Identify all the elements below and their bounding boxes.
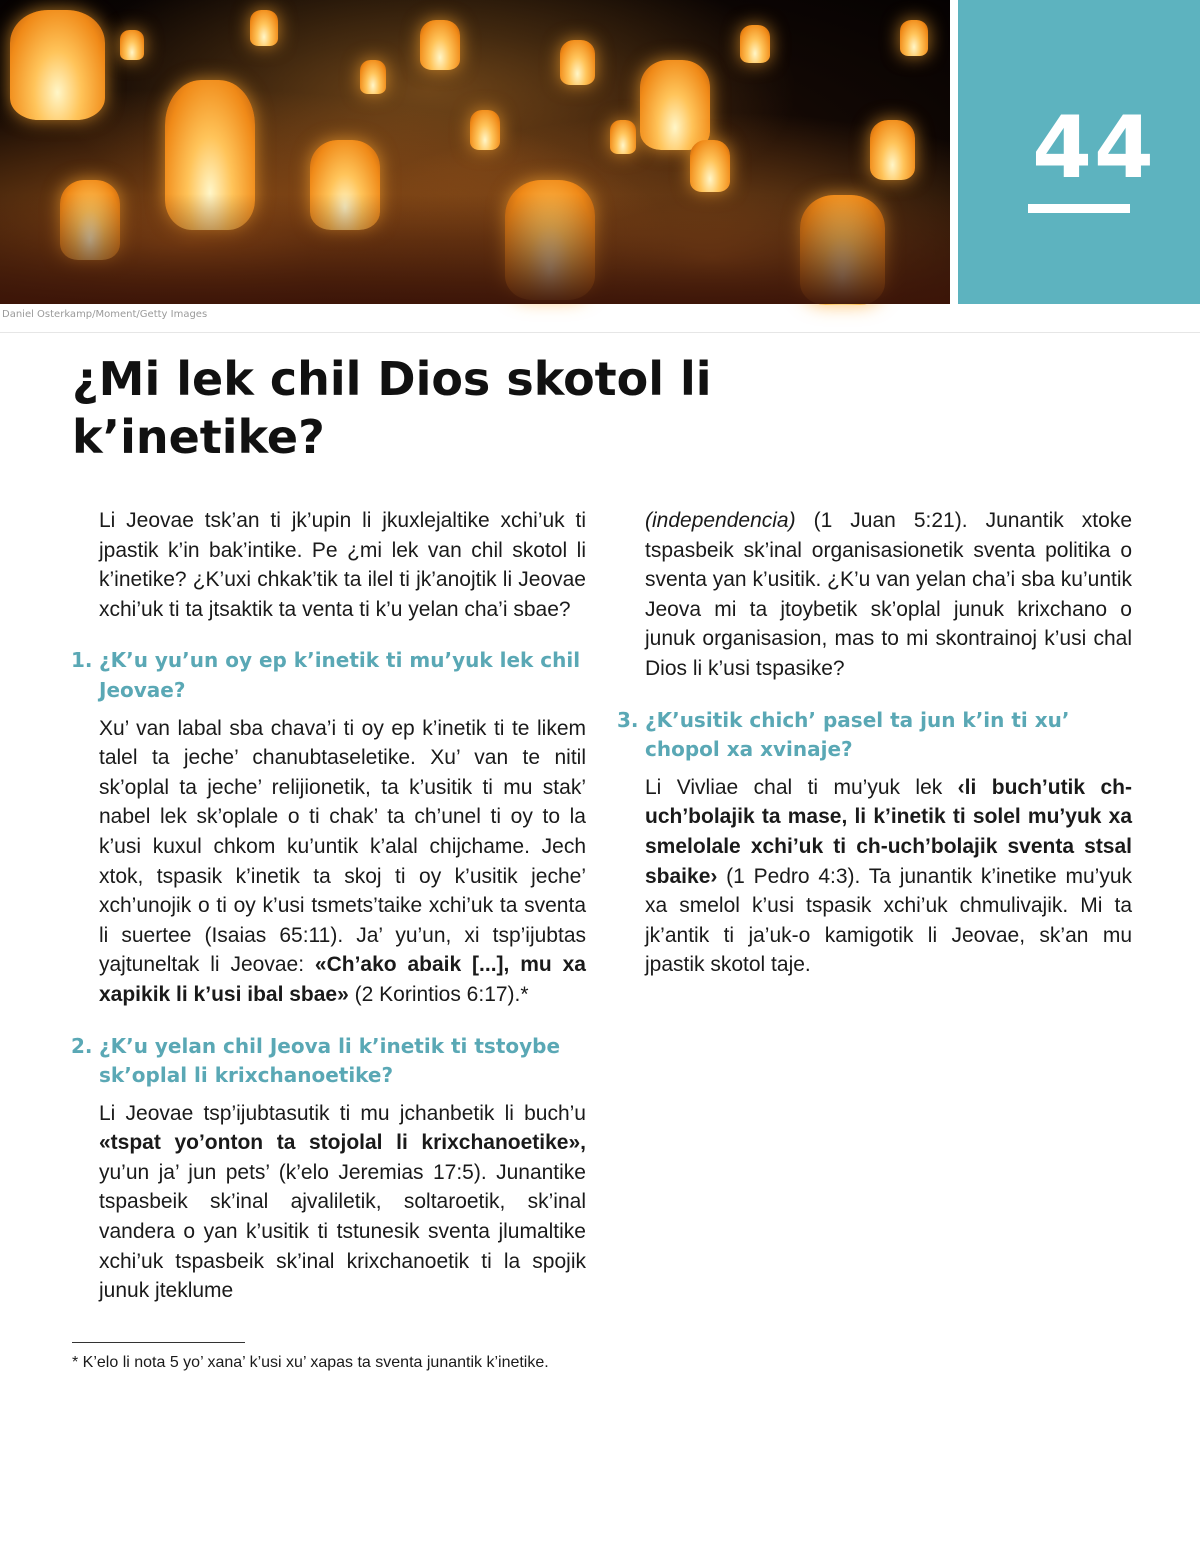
lantern bbox=[120, 30, 144, 60]
question-number: 1. bbox=[71, 648, 93, 673]
lantern bbox=[560, 40, 595, 85]
question-text: ¿K’usitik chich’ pasel ta jun k’in ti xu’ chopol xa xvinaje? bbox=[645, 707, 1070, 762]
question-3 bbox=[617, 706, 1132, 765]
question-1 bbox=[71, 646, 586, 705]
intro-paragraph: Li Jeovae tsk’an ti jk’upin li jkuxlejaltike xchi’uk ti jpastik k’in bak’intike. Pe ¿mi lek van chil skotol li k’inetike? ¿K’uxi chkak’tik ta ilel ti jk’anojtik li Jeovae xchi’uk ti ta jtsaktik ta venta ti k’u yelan cha’i sbae? bbox=[99, 509, 586, 621]
lantern bbox=[740, 25, 770, 63]
lantern bbox=[900, 20, 928, 56]
answer-text: yu’un ja’ jun pets’ (k’elo Jeremias 17:5). Junantike tspasbeik sk’inal ajvaliletik, soltaroetik, sk’inal vandera o yan k’usitik ti tstunesik sventa jlumaltike xchi’uk tspasbeik sk’inal krixchanoetik ti la spojik junuk jteklume bbox=[99, 1160, 586, 1303]
left-column bbox=[71, 506, 586, 1303]
lantern bbox=[10, 10, 105, 120]
answer-text: (2 Korintios 6:17).* bbox=[348, 982, 529, 1006]
answer-2-part-1 bbox=[99, 1099, 586, 1303]
photo-credit: Daniel Osterkamp/Moment/Getty Images bbox=[2, 309, 208, 320]
lantern bbox=[470, 110, 500, 150]
lantern bbox=[420, 20, 460, 70]
hero-crowd bbox=[0, 194, 950, 304]
lantern bbox=[610, 120, 636, 154]
lesson-number: 44 bbox=[1032, 98, 1156, 198]
hero-image bbox=[0, 0, 950, 304]
scripture-quote: «tspat yo’onton ta stojolal li krixchanoetike», bbox=[99, 1131, 586, 1155]
answer-text: (1 Juan 5:21). Junantik xtoke tspasbeik sk’inal organisasionetik sventa politika o sventa yan k’usitik. ¿K’u van yelan cha’i sba ku’untik Jeova mi ta jtoybetik sk’oplal junuk krixchano o junuk organisasion, mas to mi skontrainoj k’usi chal Dios li k’usi tspasike? bbox=[645, 509, 1132, 680]
answer-text: (1 Pedro 4:3). Ta junantik k’inetike mu’yuk xa smelol k’usi tspasik xchi’uk chmulivajik. Mi ta jk’antik ti ja’uk-o kamigotik li Jeovae, sk’an mu jpastik skotol taje. bbox=[645, 864, 1132, 977]
answer-text: Li Vivliae chal ti mu’yuk lek bbox=[645, 775, 958, 799]
answer-3 bbox=[645, 773, 1132, 980]
answer-1 bbox=[99, 714, 586, 1010]
question-text: ¿K’u yelan chil Jeova li k’inetik ti tstoybe sk’oplal li krixchanoetike? bbox=[99, 1033, 561, 1088]
question-number: 3. bbox=[617, 707, 639, 732]
question-text: ¿K’u yu’un oy ep k’inetik ti mu’yuk lek chil Jeovae? bbox=[99, 648, 581, 702]
page-title: ¿Mi lek chil Dios skotol li k’inetike? bbox=[72, 352, 712, 464]
footnote: * K’elo li nota 5 yo’ xana’ k’usi xu’ xapas ta sventa junantik k’inetike. bbox=[72, 1354, 549, 1371]
question-2 bbox=[71, 1032, 586, 1091]
answer-2-part-2 bbox=[645, 506, 1132, 684]
lantern bbox=[640, 60, 710, 150]
emphasis-term: (independencia) bbox=[645, 509, 796, 532]
badge-underline bbox=[1028, 204, 1130, 213]
question-number: 2. bbox=[71, 1033, 93, 1058]
scripture-quote: «Ch’ako abaik [...], mu xa xapikik li k’usi ibal sbae» bbox=[99, 953, 586, 1006]
lantern bbox=[360, 60, 386, 94]
answer-text: Li Jeovae tsp’ijubtasutik ti mu jchanbetik li buch’u bbox=[99, 1101, 586, 1125]
lesson-number-badge bbox=[958, 0, 1200, 304]
lantern bbox=[250, 10, 278, 46]
right-column bbox=[617, 506, 1132, 980]
footnote-divider bbox=[72, 1342, 245, 1343]
lantern bbox=[870, 120, 915, 180]
lantern bbox=[690, 140, 730, 192]
header-divider bbox=[0, 332, 1200, 333]
answer-text: Xu’ van labal sba chava’i ti oy ep k’inetik ti te likem talel ta jeche’ chanubtaseletike. Xu’ van te nitil sk’oplal ta jeche’ relijionetik, ta k’usitik ti mu stak’ nabel lek sk’oplale o ti chak’ ta ch’unel ti oy to la k’usi kuxul chkom ku’untik k’alal chijchame. Jech xtok, tspasik k’inetik ta skoj ti oy k’usitik jeche’ xch’unojik o ti oy k’usi tsmets’taike xchi’uk ta sventa li suertee (Isaias 65:11). Ja’ yu’un, xi tsp’ijubtas yajtuneltak li Jeovae: bbox=[99, 716, 586, 977]
scripture-quote: ‹li buch’utik ch-uch’bolajik ta mase, li k’inetik ti solel mu’yuk xa smelolale xchi’uk ti ch-uch’bolajik sventa stsal sbaike› bbox=[645, 775, 1132, 888]
